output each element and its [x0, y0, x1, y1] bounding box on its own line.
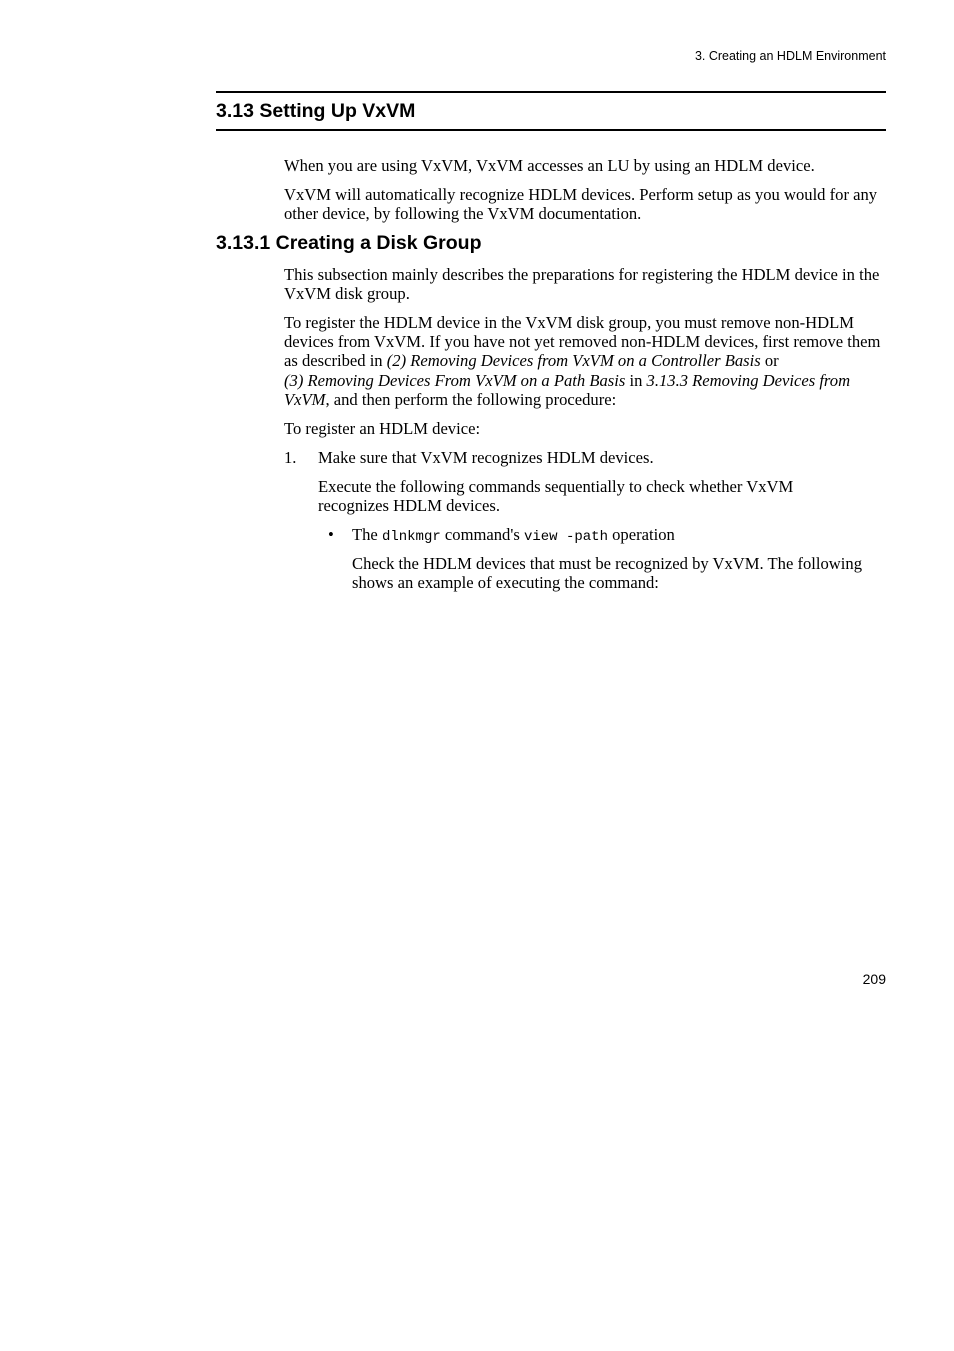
bullet-text-part: The [352, 525, 382, 544]
page-number: 209 [862, 971, 886, 987]
paragraph-text: in [625, 370, 647, 390]
paragraph-text: To register the HDLM device in the VxVM disk group, you must remove non-HDLM devices from VxVM. If you have not yet removed non-HDLM devices, first remove them as described in [284, 313, 881, 371]
bullet-text-part: command's [440, 525, 524, 544]
section-paragraph-1: When you are using VxVM, VxVM accesses an LU by using an HDLM device. [284, 156, 815, 175]
paragraph-text: or [760, 351, 779, 371]
subsection-title: 3.13.1 Creating a Disk Group [216, 232, 482, 254]
bullet-icon: • [328, 525, 334, 544]
code-dlnkmgr: dlnkmgr [381, 529, 441, 545]
paragraph-text: , and then perform the following procedure: [325, 389, 617, 409]
subsection-paragraph-3: To register an HDLM device: [284, 419, 481, 438]
bullet-text [352, 525, 886, 547]
subsection-paragraph-2 [284, 313, 886, 409]
step-text: Make sure that VxVM recognizes HDLM devices. [318, 448, 654, 467]
code-view-path: view -path [523, 529, 608, 545]
running-header: 3. Creating an HDLM Environment [694, 49, 886, 63]
step-number: 1. [284, 448, 297, 467]
section-title: 3.13 Setting Up VxVM [216, 100, 416, 122]
cross-reference-controller-basis[interactable]: (2) Removing Devices from VxVM on a Controller Basis [386, 351, 761, 371]
subsection-paragraph-1: This subsection mainly describes the preparations for registering the HDLM device in the VxVM disk group. [284, 265, 880, 304]
bullet-detail: Check the HDLM devices that must be recognized by VxVM. The following shows an example of executing the command: [352, 554, 862, 593]
step-detail: Execute the following commands sequentially to check whether VxVM recognizes HDLM devices. [318, 477, 794, 516]
bullet-text-part: operation [607, 525, 675, 544]
cross-reference-section-3-13-3[interactable]: 3.13.3 Removing Devices from VxVM [284, 370, 851, 409]
cross-reference-path-basis[interactable]: (3) Removing Devices From VxVM on a Path Basis [284, 370, 626, 390]
section-heading-box [216, 91, 886, 131]
section-paragraph-2: VxVM will automatically recognize HDLM devices. Perform setup as you would for any other device, by following the VxVM documentation. [284, 185, 878, 224]
